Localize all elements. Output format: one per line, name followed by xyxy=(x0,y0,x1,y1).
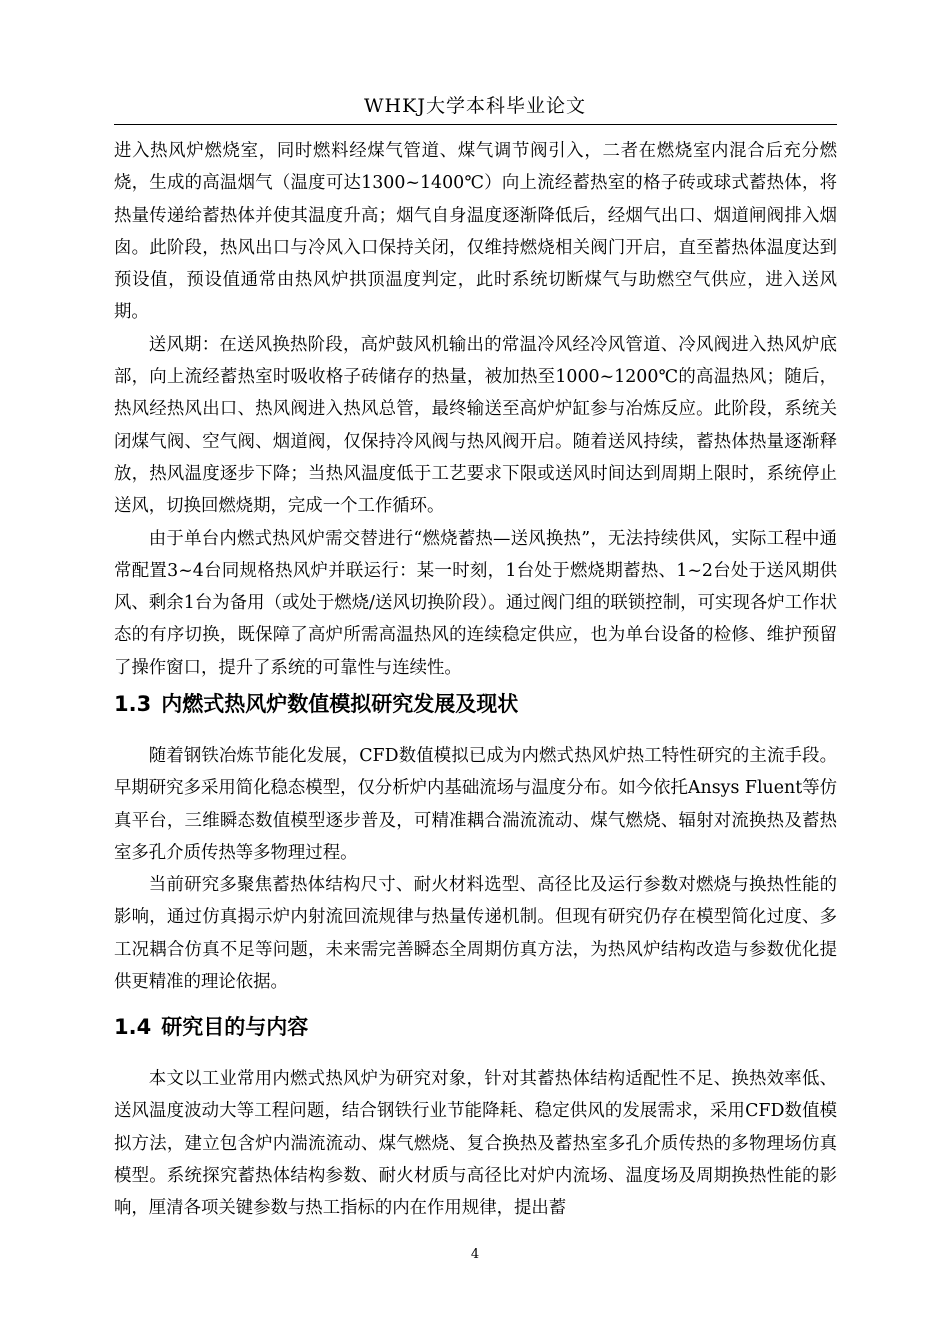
page-header-title: WHKJ大学本科毕业论文 xyxy=(364,95,586,117)
section-1-4-body xyxy=(114,1063,837,1224)
section-1-3-body xyxy=(114,740,837,998)
paragraph-combustion-period: 进入热风炉燃烧室，同时燃料经煤气管道、煤气调节阀引入，二者在燃烧室内混合后充分燃烧，生成的高温烟气（温度可达1300~1400℃）向上流经蓄热室的格子砖或球式蓄热体，将热量传递给蓄热体并使其温度升高；烟气自身温度逐渐降低后，经烟气出口、烟道闸阀排入烟囱。此阶段，热风出口与冷风入口保持关闭，仅维持燃烧相关阀门开启，直至蓄热体温度达到预设值，预设值通常由热风炉拱顶温度判定，此时系统切断煤气与助燃空气供应，进入送风期。 xyxy=(114,141,837,323)
section-title: 内燃式热风炉数值模拟研究发展及现状 xyxy=(161,692,519,716)
section-heading-1-4 xyxy=(114,1011,837,1043)
paragraph-cfd-development: 随着钢铁冶炼节能化发展，CFD数值模拟已成为内燃式热风炉热工特性研究的主流手段。早期研究多采用简化稳态模型，仅分析炉内基础流场与温度分布。如今依托Ansys Fluent等仿真平台，三维瞬态数值模型逐步普及，可精准耦合湍流流动、煤气燃烧、辐射对流换热及蓄热室多孔介质传热等多物理过程。 xyxy=(114,746,837,863)
paragraph-blast-period: 送风期：在送风换热阶段，高炉鼓风机输出的常温冷风经冷风管道、冷风阀进入热风炉底部，向上流经蓄热室时吸收格子砖储存的热量，被加热至1000~1200℃的高温热风；随后，热风经热风出口、热风阀进入热风总管，最终输送至高炉炉缸参与冶炼反应。此阶段，系统关闭煤气阀、空气阀、烟道阀，仅保持冷风阀与热风阀开启。随着送风持续，蓄热体热量逐渐释放，热风温度逐步下降；当热风温度低于工艺要求下限或送风时间达到周期上限时，系统停止送风，切换回燃烧期，完成一个工作循环。 xyxy=(114,334,837,517)
section-heading-1-3 xyxy=(114,688,837,720)
header-divider xyxy=(114,124,837,125)
section-title: 研究目的与内容 xyxy=(161,1015,309,1039)
section-number: 1.3 xyxy=(114,692,152,716)
page-number: 4 xyxy=(470,1247,480,1262)
paragraph-research-purpose: 本文以工业常用内燃式热风炉为研究对象，针对其蓄热体结构适配性不足、换热效率低、送风温度波动大等工程问题，结合钢铁行业节能降耗、稳定供风的发展需求，采用CFD数值模拟方法，建立包含炉内湍流流动、煤气燃烧、复合换热及蓄热室多孔介质传热的多物理场仿真模型。系统探究蓄热体结构参数、耐火材质与高径比对炉内流场、温度场及周期换热性能的影响，厘清各项关键参数与热工指标的内在作用规律，提出蓄 xyxy=(114,1069,837,1219)
paragraph-current-research: 当前研究多聚焦蓄热体结构尺寸、耐火材料选型、高径比及运行参数对燃烧与换热性能的影响，通过仿真揭示炉内射流回流规律与热量传递机制。但现有研究仍存在模型简化过度、多工况耦合仿真不足等问题，未来需完善瞬态全周期仿真方法，为热风炉结构改造与参数优化提供更精准的理论依据。 xyxy=(114,875,837,993)
paragraph-parallel-operation: 由于单台内燃式热风炉需交替进行“燃烧蓄热—送风换热”，无法持续供风，实际工程中通常配置3~4台同规格热风炉并联运行：某一时刻，1台处于燃烧期蓄热、1~2台处于送风期供风、剩余1台为备用（或处于燃烧/送风切换阶段）。通过阀门组的联锁控制，可实现各炉工作状态的有序切换，既保障了高炉所需高温热风的连续稳定供应，也为单台设备的检修、维护预留了操作窗口，提升了系统的可靠性与连续性。 xyxy=(114,528,837,678)
section-number: 1.4 xyxy=(114,1015,152,1039)
continued-text-block xyxy=(114,135,837,684)
